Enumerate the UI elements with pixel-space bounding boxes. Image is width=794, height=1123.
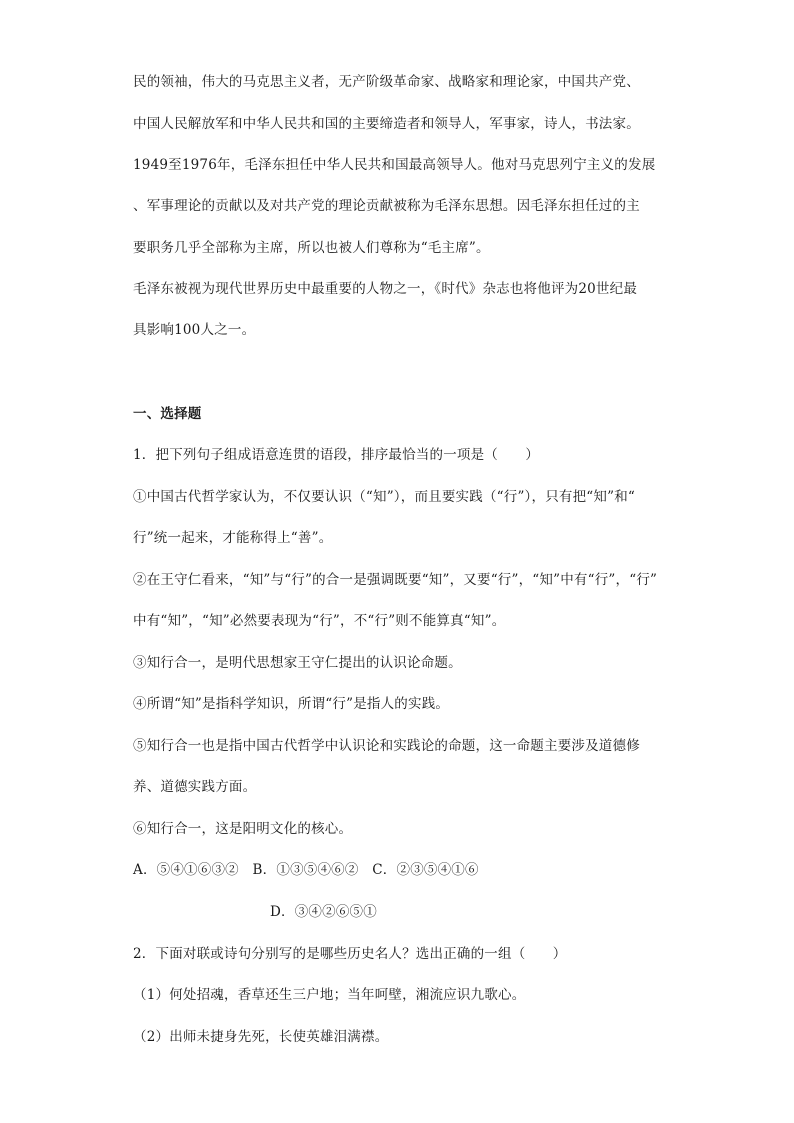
intro-line-6: 毛泽东被视为现代世界历史中最重要的人物之一，《时代》杂志也将他评为20世纪最 xyxy=(133,281,638,297)
question-2-item-1: （1）何处招魂，香草还生三户地；当年呵壁，湘流应识九歌心。 xyxy=(133,987,526,1003)
question-2-item-2: （2）出师未捷身先死，长使英雄泪满襟。 xyxy=(133,1029,389,1045)
question-1-sentence-5a: ⑤知行合一也是指中国古代哲学中认识论和实践论的命题，这一命题主要涉及道德修 xyxy=(133,738,640,754)
intro-line-5: 要职务几乎全部称为主席，所以也被人们尊称为“毛主席”。 xyxy=(133,240,490,256)
question-1-stem: 1．把下列句子组成语意连贯的语段，排序最恰当的一项是（ ） xyxy=(133,447,540,463)
question-1-options-abc: A．⑤④①⑥③② B．①③⑤④⑥② C．②③⑤④①⑥ xyxy=(133,862,479,878)
intro-line-1: 民的领袖，伟大的马克思主义者，无产阶级革命家、战略家和理论家，中国共产党、 xyxy=(133,74,640,90)
question-1-option-d: D．③④②⑥⑤① xyxy=(270,904,377,920)
question-1-sentence-2a: ②在王守仁看来，“知”与“行”的合一是强调既要“知”，又要“行”，“知”中有“行”，“行” xyxy=(133,572,658,588)
question-1-sentence-1a: ①中国古代哲学家认为，不仅要认识（“知”），而且要实践（“行”），只有把“知”和“ xyxy=(133,489,636,505)
section-heading: 一、选择题 xyxy=(133,406,202,422)
intro-line-4: 、军事理论的贡献以及对共产党的理论贡献被称为毛泽东思想。因毛泽东担任过的主 xyxy=(133,198,640,214)
question-1-sentence-5b: 养、道德实践方面。 xyxy=(133,779,257,795)
intro-line-7: 具影响100人之一。 xyxy=(133,322,256,338)
question-1-sentence-1b: 行”统一起来，才能称得上“善”。 xyxy=(133,530,333,546)
question-1-sentence-3: ③知行合一，是明代思想家王守仁提出的认识论命题。 xyxy=(133,655,462,671)
intro-line-2: 中国人民解放军和中华人民共和国的主要缔造者和领导人，军事家，诗人，书法家。 xyxy=(133,116,640,132)
question-1-sentence-2b: 中有“知”，“知”必然要表现为“行”，不“行”则不能算真“知”。 xyxy=(133,613,506,629)
question-1-sentence-6: ⑥知行合一，这是阳明文化的核心。 xyxy=(133,821,353,837)
intro-line-3: 1949至1976年，毛泽东担任中华人民共和国最高领导人。他对马克思列宁主义的发展 xyxy=(133,157,656,173)
question-1-sentence-4: ④所谓“知”是指科学知识，所谓“行”是指人的实践。 xyxy=(133,696,450,712)
question-2-stem: 2．下面对联或诗句分别写的是哪些历史名人？选出正确的一组（ ） xyxy=(133,946,567,962)
